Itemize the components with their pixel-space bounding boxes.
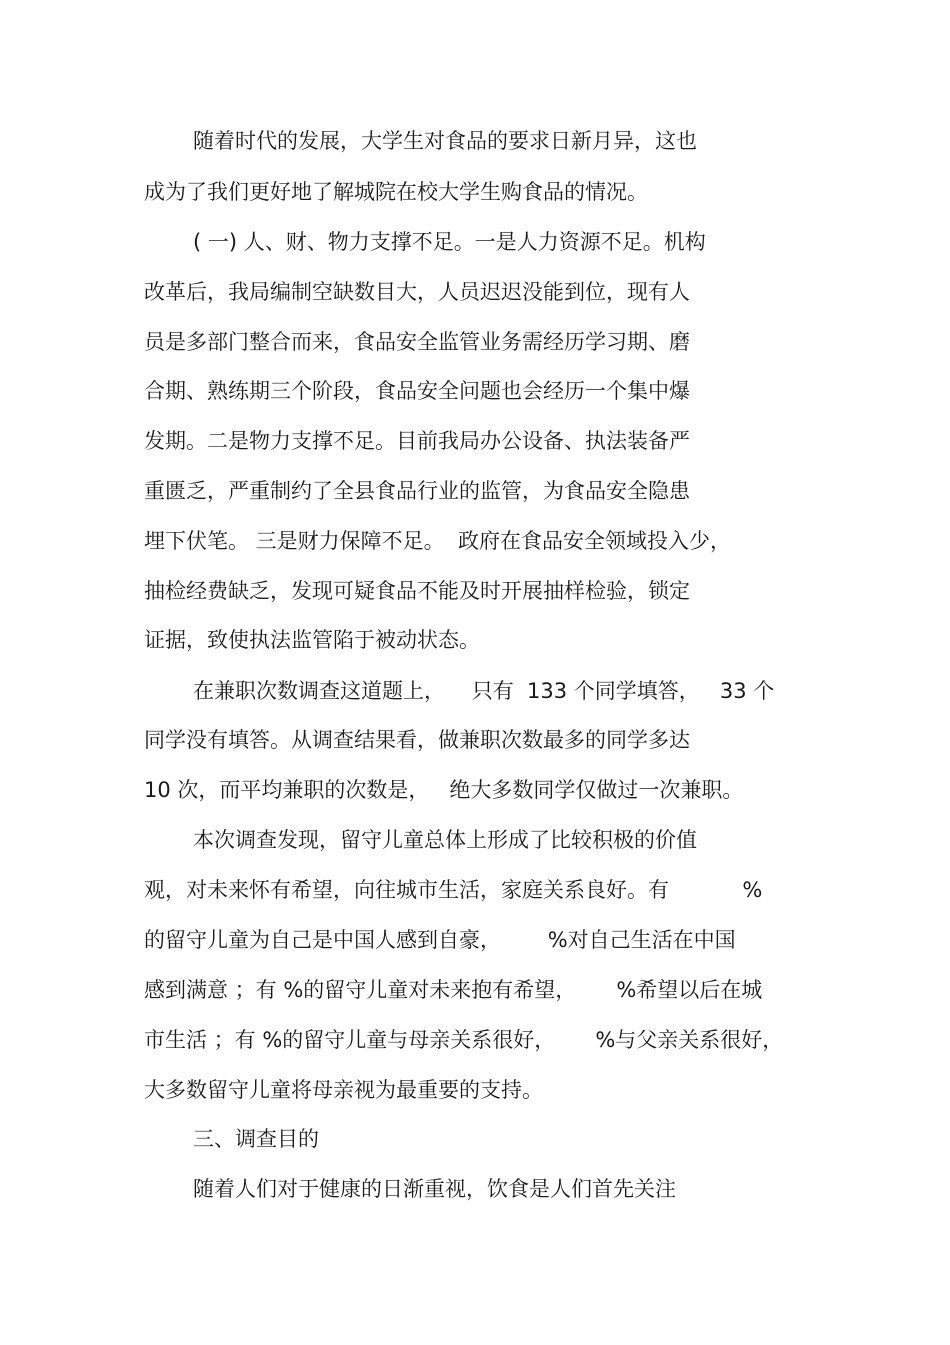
text-line: 随着人们对于健康的日渐重视，饮食是人们首先关注 [193,1177,676,1201]
text-line: 10 次，而平均兼职的次数是， 绝大多数同学仅做过一次兼职。 [144,778,744,802]
text-line: 成为了我们更好地了解城院在校大学生购食品的情况。 [144,180,648,204]
text-line: 证据，致使执法监管陷于被动状态。 [144,628,480,652]
text-line: 同学没有填答。从调查结果看，做兼职次数最多的同学多达 [144,728,690,752]
text-line: 本次调查发现，留守儿童总体上形成了比较积极的价值 [193,828,697,852]
text-line: 重匮乏，严重制约了全县食品行业的监管，为食品安全隐患 [144,479,690,503]
section-heading: 三、调查目的 [193,1127,319,1151]
text-line: 市生活 ；有 %的留守儿童与母亲关系很好， %与父亲关系很好， [144,1028,784,1052]
text-line: 抽检经费缺乏，发现可疑食品不能及时开展抽样检验，锁定 [144,579,690,603]
text-line: 改革后，我局编制空缺数目大，人员迟迟没能到位，现有人 [144,280,690,304]
text-line: 埋下伏笔。 三是财力保障不足。 政府在食品安全领域投入少， [144,529,732,553]
text-line: 大多数留守儿童将母亲视为最重要的支持。 [144,1078,543,1102]
text-line: 员是多部门整合而来，食品安全监管业务需经历学习期、磨 [144,330,690,354]
text-line: 随着时代的发展，大学生对食品的要求日新月异，这也 [193,129,697,153]
text-line: 观，对未来怀有希望，向往城市生活，家庭关系良好。有 % [144,878,763,902]
text-line: 在兼职次数调查这道题上， 只有 133 个同学填答， 33 个 [193,679,775,703]
text-line: ( 一) 人、财、物力支撑不足。一是人力资源不足。机构 [193,230,706,254]
text-line: 合期、熟练期三个阶段，食品安全问题也会经历一个集中爆 [144,379,690,403]
text-line: 感到满意 ；有 %的留守儿童对未来抱有希望， %希望以后在城 [144,978,763,1002]
text-line: 的留守儿童为自己是中国人感到自豪， %对自己生活在中国 [144,928,736,952]
text-line: 发期。二是物力支撑不足。目前我局办公设备、执法装备严 [144,429,690,453]
